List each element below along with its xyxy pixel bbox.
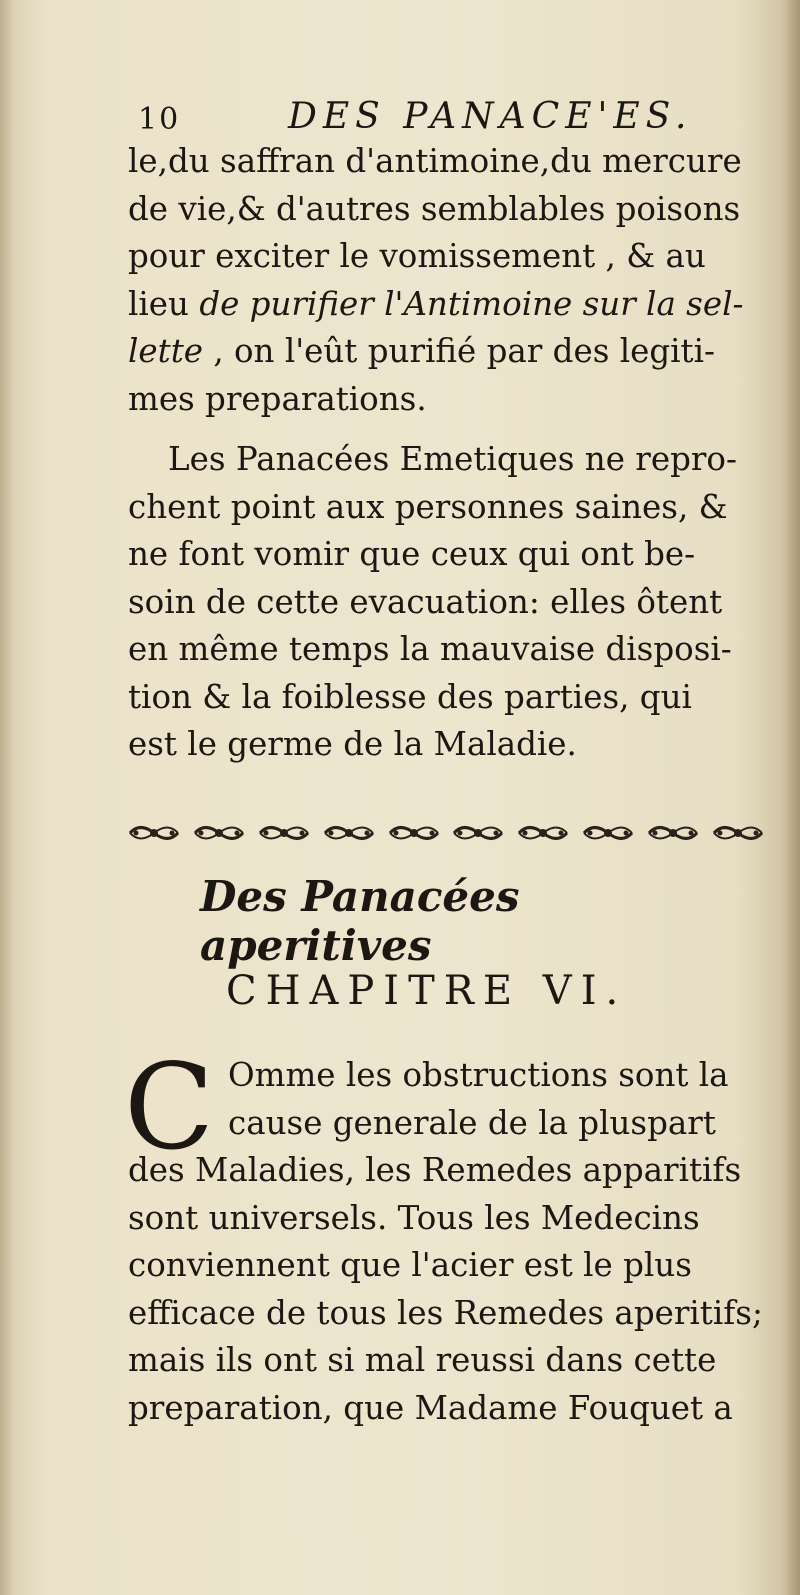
text-segment: , on l'eût purifié par des legiti- [213,332,715,370]
text-line: des Maladies, les Remedes apparitifs [128,1151,742,1189]
text-line: est le germe de la Maladie. [128,725,577,763]
text-line: sont universels. Tous les Medecins [128,1198,700,1237]
fleuron-icon [386,820,442,846]
text-line: tion & la foiblesse des parties, qui [128,677,692,716]
fleuron-icon [450,820,506,846]
fleuron-icon [515,820,571,846]
paragraph-continued [128,138,758,423]
text-line: ne font vomir que ceux qui ont be- [128,535,696,573]
text-line-mixed [128,328,758,376]
fleuron-band-icon [126,814,766,852]
page-edge-shadow-right [782,0,800,1595]
fleuron-icon [645,820,701,846]
fleuron-icon [126,820,182,846]
text-line: de vie,& d'autres semblables poisons [128,189,741,228]
text-segment: lieu [128,284,189,323]
fleuron-icon [710,820,766,846]
text-line: preparation, que Madame Fouquet a [128,1388,733,1427]
text-line: cause generale de la pluspart [228,1103,716,1142]
paragraph-aperitives [128,1052,763,1432]
page-number: 10 [138,102,181,137]
page-edge-shadow-left [0,0,14,1595]
text-line: le,du saffran d'antimoine,du mercure [128,142,742,180]
text-line: soin de cette evacuation: elles ôtent [128,582,723,621]
text-line: pour exciter le vomissement , & au [128,237,706,275]
text-line: mais ils ont si mal reussi dans cette [128,1341,717,1379]
text-line: Omme les obstructions sont la [228,1056,729,1094]
text-line: mes preparations. [128,379,427,418]
italic-phrase: lette [128,332,203,370]
fleuron-icon [580,820,636,846]
text-line: conviennent que l'acier est le plus [128,1246,692,1284]
fleuron-icon [256,820,312,846]
chapter-title: Des Panacées aperitives [200,872,520,970]
italic-phrase: de purifier l'Antimoine sur la sel- [199,284,744,323]
running-title: DES PANACE'ES. [288,96,693,137]
page-header [138,96,758,142]
text-line: efficace de tous les Remedes aperitifs; [128,1293,763,1332]
text-line: Les Panacées Emetiques ne repro- [168,440,737,478]
text-line: en même temps la mauvaise disposi- [128,630,732,668]
text-line-mixed [128,281,758,329]
drop-cap: C [124,1038,215,1176]
fleuron-icon [321,820,377,846]
paragraph-emetiques [128,436,758,769]
text-line: chent point aux personnes saines, & [128,487,728,526]
fleuron-icon [191,820,247,846]
chapter-heading: CHAPITRE VI. [226,968,628,1014]
